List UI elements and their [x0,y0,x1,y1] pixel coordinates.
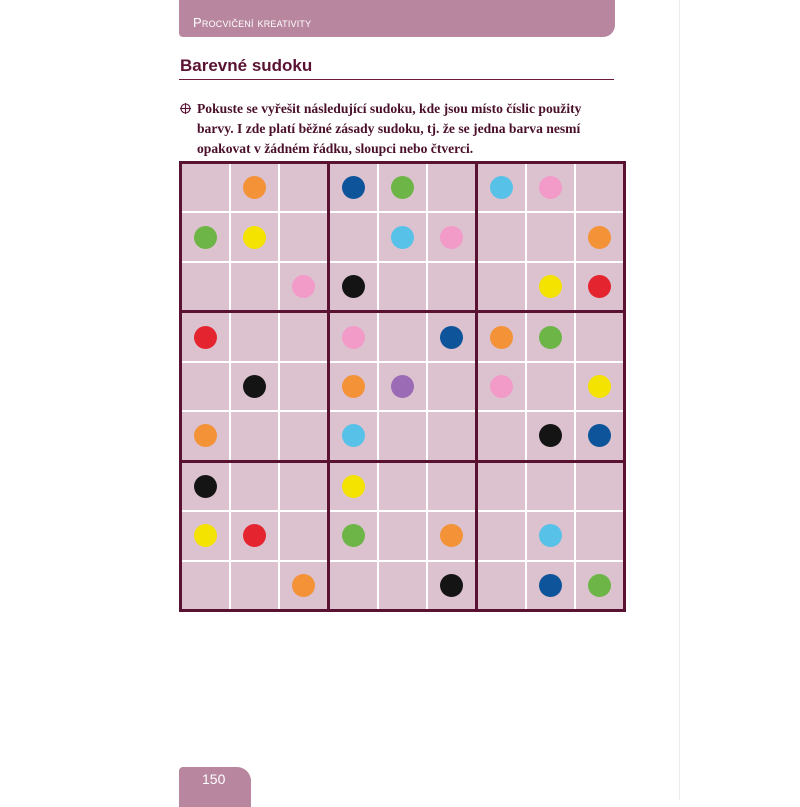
sudoku-cell [182,363,229,410]
block-border-vertical [623,161,626,612]
block-border-horizontal [179,310,626,313]
sudoku-cell [478,512,525,559]
color-dot-green [194,226,217,249]
color-dot-orange [490,326,513,349]
color-dot-black [243,375,266,398]
sudoku-cell [478,213,525,260]
sudoku-cell [379,512,426,559]
color-dot-pink [342,326,365,349]
header-bar [179,0,615,37]
sudoku-cell [280,412,327,459]
sudoku-cell [182,164,229,211]
sudoku-cell [478,412,525,459]
crosshair-circle-icon [180,103,191,114]
color-dot-green [539,326,562,349]
color-dot-cyan [391,226,414,249]
color-dot-pink [440,226,463,249]
sudoku-cell [379,562,426,609]
sudoku-cell [330,562,377,609]
sudoku-cell [231,263,278,310]
sudoku-cell [231,562,278,609]
sudoku-cell [379,263,426,310]
block-border-vertical [179,161,182,612]
page-number-tab [179,767,251,807]
sudoku-cell [527,363,574,410]
block-border-horizontal [179,161,626,164]
sudoku-cell [527,463,574,510]
page-number: 150 [202,771,226,787]
sudoku-cell [182,263,229,310]
sudoku-cell [280,512,327,559]
sudoku-cell [576,164,623,211]
color-dot-red [194,326,217,349]
color-dot-orange [292,574,315,597]
sudoku-cell [182,562,229,609]
sudoku-cell [428,412,475,459]
sudoku-cell [428,463,475,510]
color-dot-green [588,574,611,597]
sudoku-cell [379,313,426,360]
sudoku-cell [280,313,327,360]
sudoku-cell [576,313,623,360]
color-dot-darkblue [440,326,463,349]
color-dot-pink [292,275,315,298]
sudoku-cell [379,463,426,510]
sudoku-cell [428,363,475,410]
sudoku-cell [280,213,327,260]
section-title: Barevné sudoku [180,56,313,75]
color-dot-orange [342,375,365,398]
color-dot-orange [588,226,611,249]
sudoku-cell [280,363,327,410]
sudoku-cell [576,463,623,510]
sudoku-cell [280,463,327,510]
color-dot-darkblue [539,574,562,597]
block-border-horizontal [179,460,626,463]
sudoku-cell [280,164,327,211]
block-border-horizontal [179,609,626,612]
block-border-vertical [475,161,478,612]
instructions-text: Pokuste se vyřešit následující sudoku, kde jsou místo číslic použity barvy. I zde platí běžné zásady sudoku, tj. že se jedna barva nesmí opakovat v žádném řádku, sloupci nebo čtverci. [197,101,582,156]
sudoku-grid [179,161,626,612]
color-dot-purple [391,375,414,398]
sudoku-cell [478,263,525,310]
color-dot-yellow [243,226,266,249]
color-dot-pink [490,375,513,398]
sudoku-cell [527,213,574,260]
sudoku-cell [428,263,475,310]
sudoku-cell [231,313,278,360]
color-dot-black [342,275,365,298]
color-dot-black [194,475,217,498]
sudoku-cell [428,164,475,211]
sudoku-cell [330,213,377,260]
color-dot-red [588,275,611,298]
chapter-heading: Procvičení kreativity [193,15,312,30]
color-dot-yellow [342,475,365,498]
sudoku-cell [576,512,623,559]
sudoku-cell [231,412,278,459]
sudoku-cell [231,463,278,510]
color-dot-yellow [588,375,611,398]
sudoku-cell [478,463,525,510]
color-dot-black [440,574,463,597]
sudoku-cell [379,412,426,459]
block-border-vertical [327,161,330,612]
color-dot-yellow [539,275,562,298]
page-edge-rule [679,0,680,800]
sudoku-cell [478,562,525,609]
title-underline [179,79,614,80]
